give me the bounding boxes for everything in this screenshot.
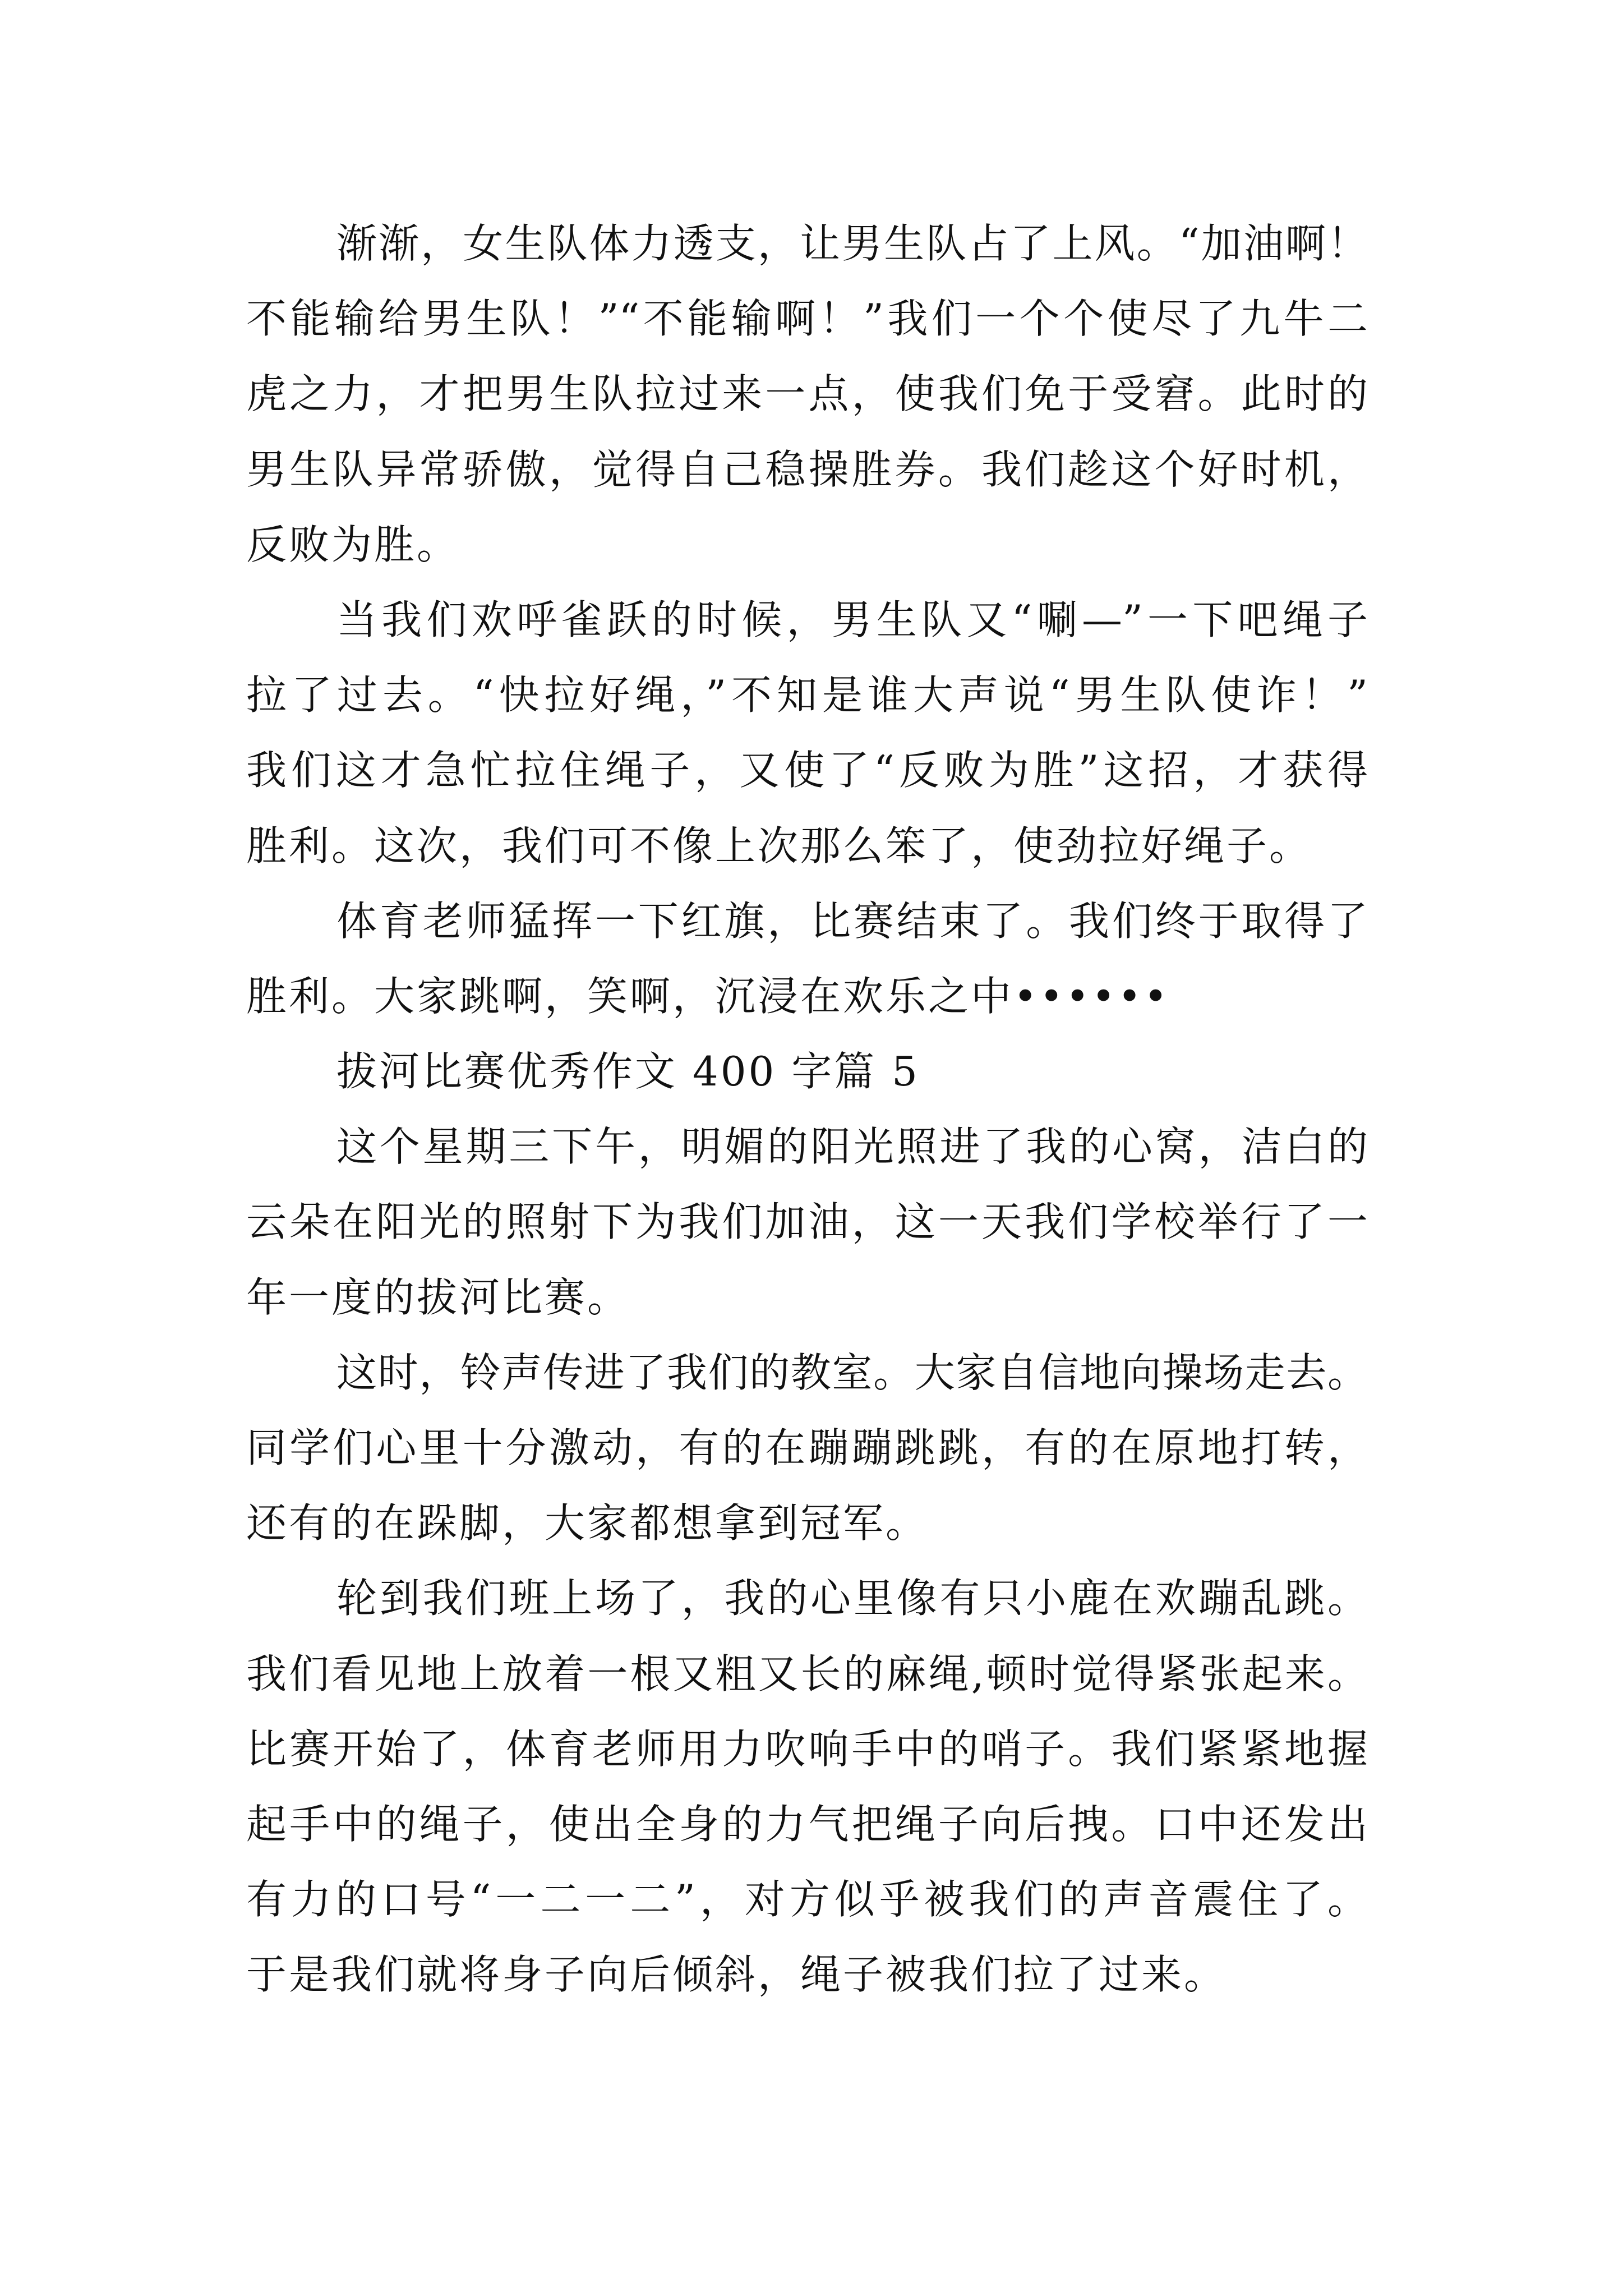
text-line: 男生队异常骄傲，觉得自己稳操胜券。我们趁这个好时机， (246, 445, 1368, 493)
text-line: 比赛开始了，体育老师用力吹响手中的哨子。我们紧紧地握 (246, 1725, 1368, 1773)
text-line: 拉了过去。“快拉好绳，”不知是谁大声说“男生队使诈！” (246, 671, 1368, 719)
text-line: 胜利。大家跳啊，笑啊，沉浸在欢乐之中•••••• (246, 972, 1170, 1020)
text-line: 我们看见地上放着一根又粗又长的麻绳,顿时觉得紧张起来。 (246, 1650, 1368, 1697)
paragraph (246, 1335, 1368, 1561)
text-line: 这时，铃声传进了我们的教室。大家自信地向操场走去。 (336, 1349, 1368, 1396)
text-line: 同学们心里十分激动，有的在蹦蹦跳跳，有的在原地打转， (246, 1424, 1368, 1471)
text-line: 年一度的拔河比赛。 (246, 1273, 630, 1321)
text-line: 有力的口号“一二一二”，对方似乎被我们的声音震住了。 (246, 1876, 1368, 1924)
text-line: 还有的在跺脚，大家都想拿到冠军。 (246, 1499, 929, 1547)
paragraph (246, 1109, 1368, 1335)
text-line: 反败为胜。 (246, 521, 460, 568)
text-line: 当我们欢呼雀跃的时候，男生队又“唰—”一下吧绳子 (336, 596, 1368, 643)
text-line: 轮到我们班上场了，我的心里像有只小鹿在欢蹦乱跳。 (336, 1575, 1368, 1622)
text-line: 于是我们就将身子向后倾斜，绳子被我们拉了过来。 (246, 1951, 1227, 1999)
text-line: 胜利。这次，我们可不像上次那么笨了，使劲拉好绳子。 (246, 822, 1312, 869)
text-line: 我们这才急忙拉住绳子，又使了“反败为胜”这招，才获得 (246, 747, 1368, 794)
text-line: 虎之力，才把男生队拉过来一点，使我们免于受窘。此时的 (246, 370, 1368, 418)
paragraph (246, 1561, 1368, 2012)
text-line: 起手中的绳子，使出全身的力气把绳子向后拽。口中还发出 (246, 1800, 1368, 1848)
text-line: 不能输给男生队！”“不能输啊！”我们一个个使尽了九牛二 (246, 295, 1368, 343)
text-line: 体育老师猛挥一下红旗，比赛结束了。我们终于取得了 (336, 897, 1368, 945)
document-body (246, 206, 1368, 2013)
text-line: 这个星期三下午，明媚的阳光照进了我的心窝，洁白的 (336, 1123, 1368, 1171)
text-line: 云朵在阳光的照射下为我们加油，这一天我们学校举行了一 (246, 1198, 1368, 1246)
paragraph (246, 206, 1368, 582)
paragraph (246, 582, 1368, 884)
paragraph (246, 884, 1368, 1034)
section-heading: 拔河比赛优秀作文 400 字篇 5 (336, 1048, 920, 1096)
text-line: 渐渐，女生队体力透支，让男生队占了上风。“加油啊！ (336, 220, 1368, 267)
